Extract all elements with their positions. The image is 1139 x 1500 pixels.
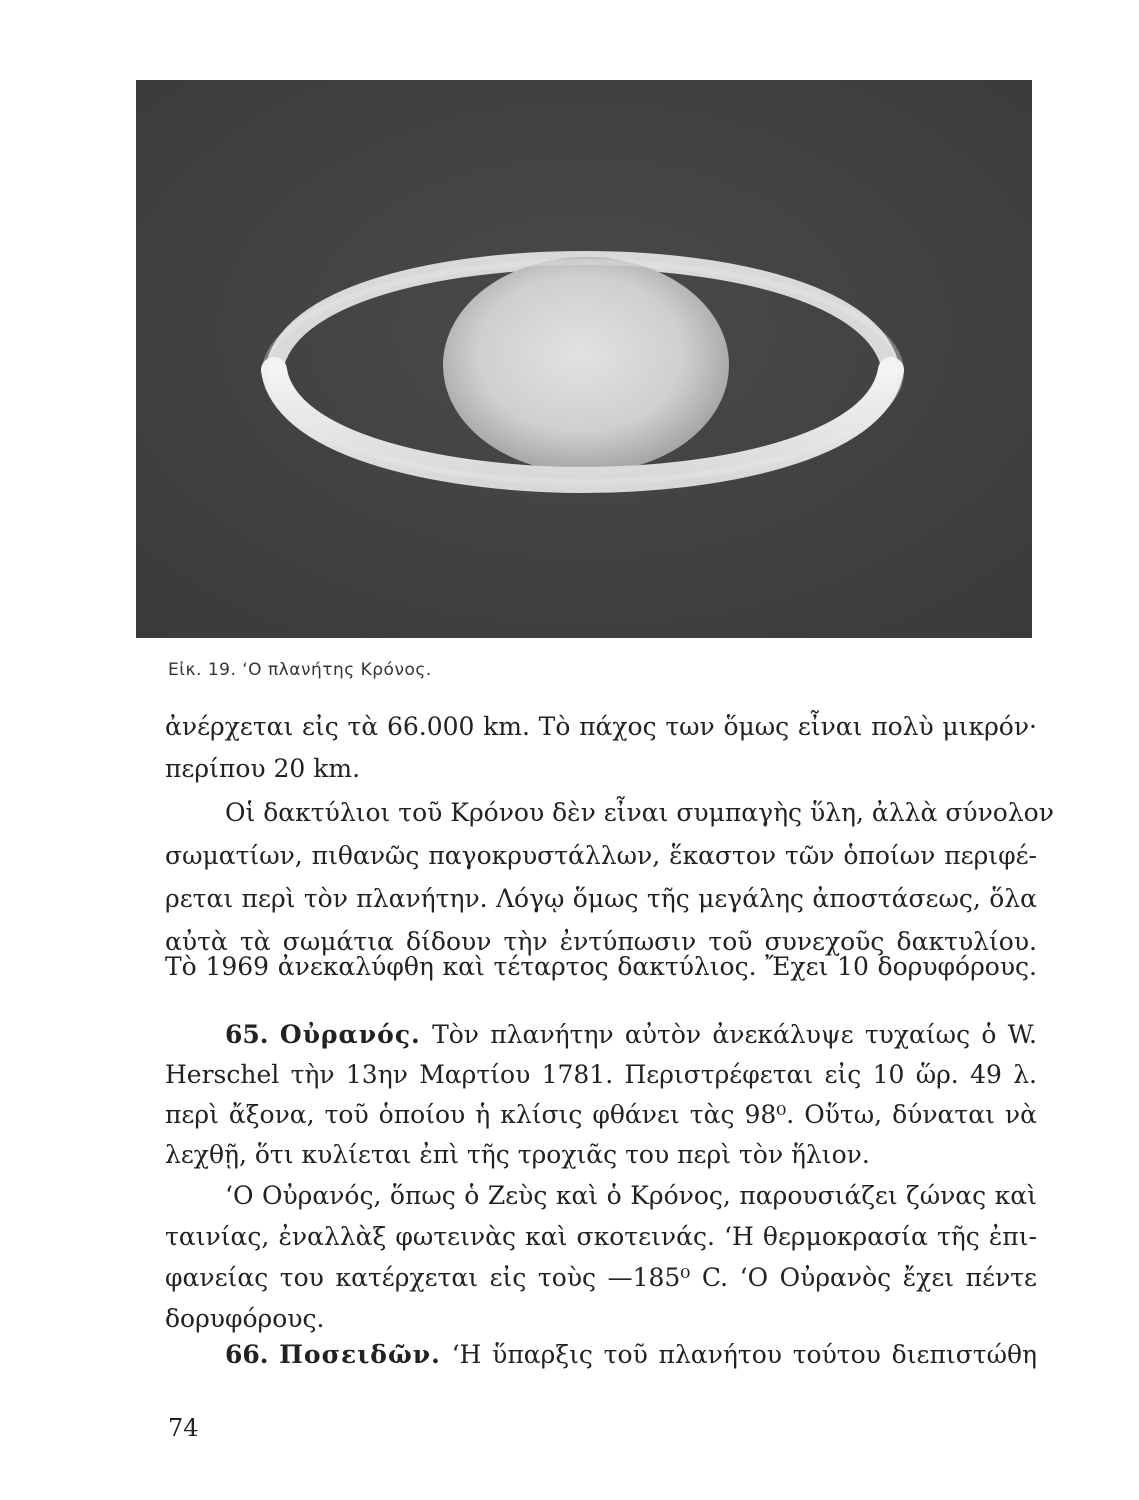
section-first-line: Τὸν πλανήτην αὐτὸν ἀνεκάλυψε τυχαίως ὁ W. — [432, 1020, 1037, 1049]
saturn-image — [136, 80, 1032, 638]
section-title: Οὐρανός. — [279, 1020, 421, 1049]
section-title: Ποσειδῶν. — [279, 1340, 441, 1369]
text-line: περὶ ἄξονα, τοῦ ὁποίου ἡ κλίσις φθάνει τὰς 98⁰. Οὕτω, δύναται νὰ — [165, 1100, 1037, 1129]
text-line: ἀνέρχεται εἰς τὰ 66.000 km. Τὸ πάχος των ὅμως εἶναι πολὺ μικρόν· — [165, 712, 1037, 741]
text-line: σωματίων, πιθανῶς παγοκρυστάλλων, ἕκαστον τῶν ὁποίων περιφέ- — [165, 841, 1037, 870]
section-first-line: ‘Η ὕπαρξις τοῦ πλανήτου τούτου διεπιστώθη — [451, 1340, 1038, 1369]
saturn-photo — [136, 80, 1032, 638]
text-line: περίπου 20 km. — [165, 754, 361, 783]
section-number: 66. — [225, 1340, 269, 1369]
text-line: ‘Ο Οὐρανός, ὅπως ὁ Ζεὺς καὶ ὁ Κρόνος, παρουσιάζει ζώνας καὶ — [225, 1181, 1037, 1210]
text-line: Herschel τὴν 13ην Μαρτίου 1781. Περιστρέφεται εἰς 10 ὥρ. 49 λ. — [165, 1060, 1037, 1089]
planet-globe — [443, 257, 729, 473]
text-line: φανείας του κατέρχεται εἰς τοὺς —185⁰ C. ‘Ο Οὐρανὸς ἔχει πέντε — [165, 1263, 1037, 1292]
text-line: ρεται περὶ τὸν πλανήτην. Λόγῳ ὅμως τῆς μεγάλης ἀποστάσεως, ὅλα — [165, 884, 1037, 913]
text-line: αὐτὰ τὰ σωμάτια δίδουν τὴν ἐντύπωσιν τοῦ συνεχοῦς δακτυλίου. — [165, 927, 1037, 956]
section-number: 65. — [225, 1020, 269, 1049]
section-heading-line — [225, 1020, 1037, 1049]
text-line: δορυφόρους. — [165, 1304, 325, 1333]
section-heading-line — [225, 1340, 1037, 1369]
text-line: ταινίας, ἐναλλὰξ φωτεινὰς καὶ σκοτεινάς. ‘Η θερμοκρασία τῆς ἐπι- — [165, 1222, 1037, 1251]
figure-caption: Εἰκ. 19. ‘Ο πλανήτης Κρόνος. — [168, 660, 432, 680]
text-line: Τὸ 1969 ἀνεκαλύφθη καὶ τέταρτος δακτύλιος. Ἔχει 10 δορυφόρους. — [165, 952, 1037, 981]
page-number: 74 — [168, 1414, 199, 1442]
text-line: Οἱ δακτύλιοι τοῦ Κρόνου δὲν εἶναι συμπαγὴς ὕλη, ἀλλὰ σύνολον — [225, 798, 1054, 827]
text-line: λεχθῇ, ὅτι κυλίεται ἐπὶ τῆς τροχιᾶς του περὶ τὸν ἥλιον. — [165, 1140, 870, 1169]
